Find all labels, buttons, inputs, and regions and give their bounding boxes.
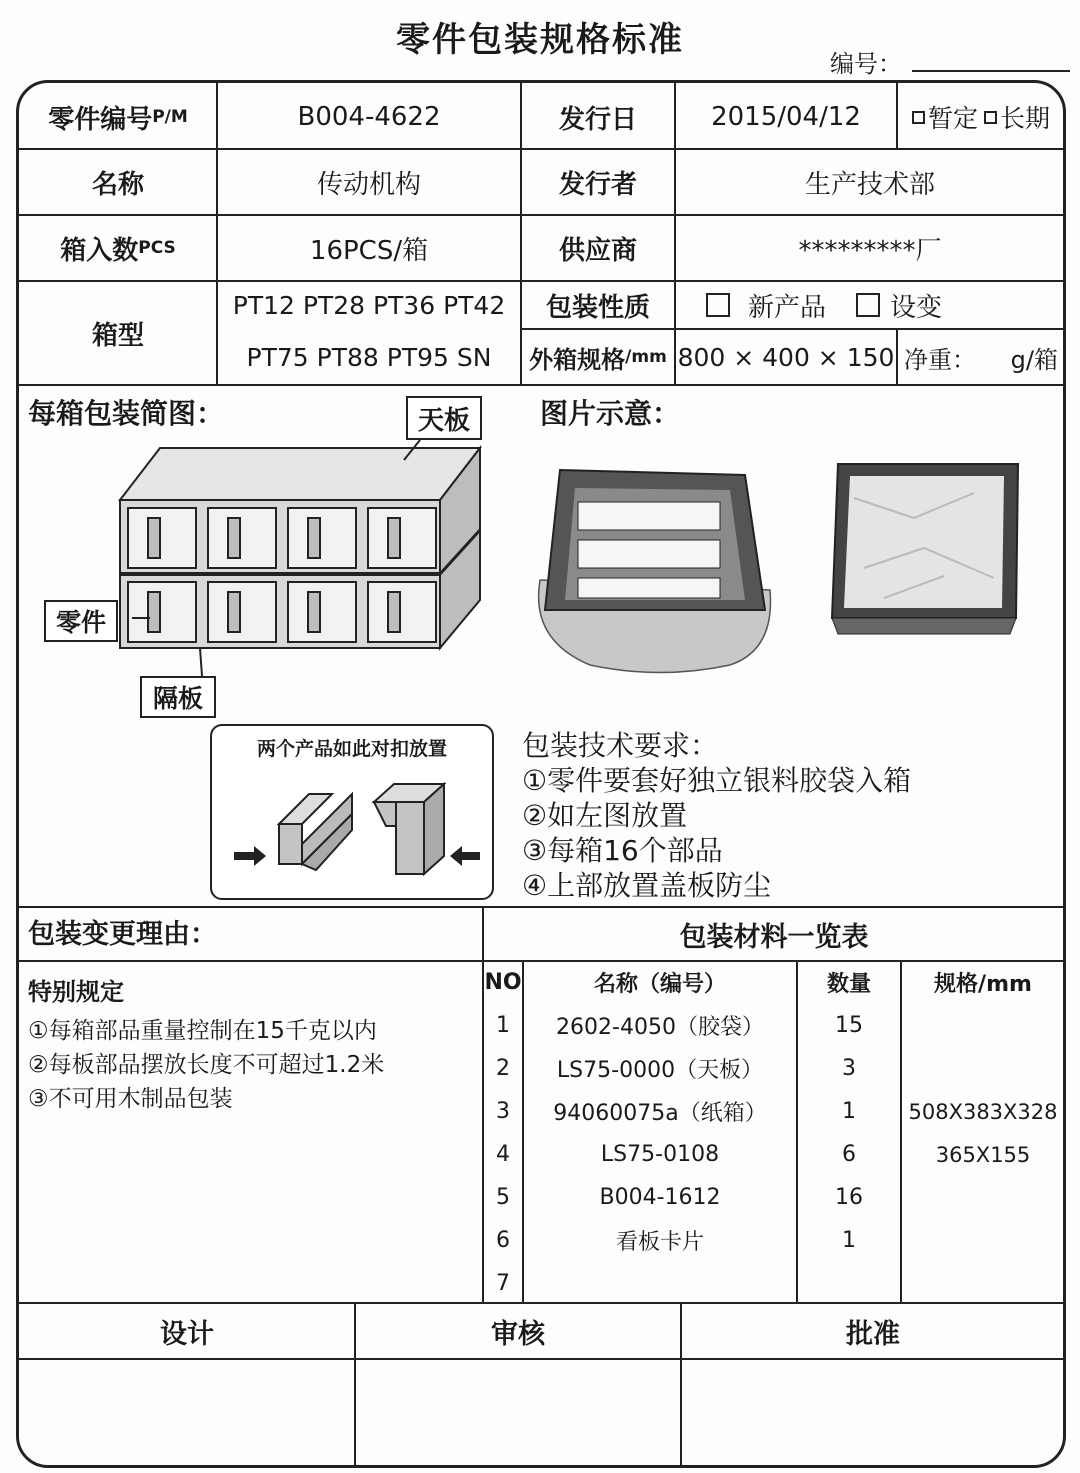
special-rules [28, 1014, 384, 1116]
special-rule-item: ①每箱部品重量控制在15千克以内 [28, 1018, 377, 1044]
table-row [484, 1176, 1064, 1219]
doc-no-label: 编号： [830, 50, 902, 78]
requirement-item: ①零件要套好独立银料胶袋入箱 [522, 764, 912, 797]
row-spec: 508X383X328 [908, 1099, 1058, 1124]
row-name: LS75-0108 [600, 1142, 720, 1167]
row-qty: 1 [842, 1099, 856, 1124]
approve-label: 批准 [846, 1318, 900, 1350]
materials-header-qty: 数量 [826, 971, 871, 997]
issue-date-label: 发行日 [558, 104, 637, 135]
callout-top-board: 天板 [406, 396, 482, 440]
row-name: LS75-0000（天板） [556, 1058, 764, 1083]
materials-title: 包装材料一览表 [679, 921, 869, 953]
box-type-label: 箱型 [91, 320, 144, 351]
row-spec: 365X155 [935, 1142, 1031, 1167]
grid-line [18, 384, 1064, 386]
qty-label: 箱入数 PCS [60, 235, 176, 266]
part-no-value: B004-4622 [297, 102, 441, 132]
design-change-label: 设变 [890, 292, 943, 323]
table-row [484, 1219, 1064, 1262]
row-spec [902, 1176, 1064, 1219]
net-weight-label: 净重： [904, 345, 976, 374]
doc-no-field[interactable] [912, 70, 1070, 72]
row-no: 5 [496, 1185, 510, 1210]
outer-spec-label: 外箱规格 /mm [529, 345, 667, 374]
materials-table [484, 1004, 1064, 1305]
materials-header-spec: 规格/mm [934, 971, 1032, 997]
photo-title: 图片示意： [540, 397, 681, 430]
box-types-line1: PT12 PT28 PT36 PT42 [232, 290, 506, 320]
status-options [898, 86, 1064, 148]
row-qty: 6 [842, 1142, 856, 1167]
qty-value: 16PCS/箱 [309, 235, 429, 266]
row-no: 3 [496, 1099, 510, 1124]
row-no: 2 [496, 1056, 510, 1081]
row-spec [902, 1262, 1064, 1305]
net-weight [898, 330, 1064, 384]
pack-nature-label: 包装性质 [545, 292, 650, 323]
row-no: 1 [496, 1013, 510, 1038]
requirement-item: ③每箱16个部品 [522, 834, 723, 867]
issuer-label: 发行者 [558, 169, 637, 200]
requirements [522, 728, 911, 903]
design-label: 设计 [160, 1318, 214, 1350]
tray-photo-open [530, 460, 780, 680]
special-rule-item: ②每板部品摆放长度不可超过1.2米 [28, 1052, 385, 1078]
pack-nature-options [676, 282, 1064, 328]
special-rule-item: ③不可用木制品包装 [28, 1086, 233, 1112]
table-row [484, 1262, 1064, 1305]
row-spec [902, 1219, 1064, 1262]
special-rules-title: 特别规定 [28, 978, 124, 1006]
requirement-item: ④上部放置盖板防尘 [522, 869, 772, 902]
supplier-label: 供应商 [558, 235, 637, 266]
materials-header-name: 名称（编号） [593, 971, 726, 997]
diagram-title: 每箱包装简图： [28, 397, 225, 430]
materials-header-no: NO [484, 969, 522, 995]
row-no: 4 [496, 1142, 510, 1167]
row-qty: 15 [835, 1013, 863, 1038]
row-spec [902, 1004, 1064, 1047]
design-signature-field[interactable] [20, 1360, 354, 1460]
requirement-item: ②如左图放置 [522, 799, 688, 832]
row-name [524, 1262, 796, 1305]
row-qty [798, 1262, 900, 1305]
table-row [484, 1133, 1064, 1176]
placement-inset-title: 两个产品如此对扣放置 [256, 738, 447, 760]
approve-signature-field[interactable] [682, 1360, 1052, 1460]
row-qty: 1 [842, 1228, 856, 1253]
review-signature-field[interactable] [356, 1360, 680, 1460]
long-term-checkbox[interactable] [984, 111, 997, 124]
outer-spec-value: 800 × 400 × 150 [677, 342, 895, 372]
issuer-value: 生产技术部 [804, 169, 935, 200]
table-row [484, 1004, 1064, 1047]
design-change-checkbox[interactable] [856, 293, 880, 317]
tray-photo-covered [824, 458, 1024, 643]
placement-diagram [224, 764, 480, 890]
row-qty: 3 [842, 1056, 856, 1081]
row-name: 94060075a（纸箱） [553, 1101, 767, 1126]
box-types-line2: PT75 PT88 PT95 SN [246, 342, 492, 372]
page-title: 零件包装规格标准 [396, 20, 684, 60]
change-reason-title: 包装变更理由： [28, 919, 217, 950]
requirements-title: 包装技术要求： [522, 729, 719, 762]
table-row [484, 1047, 1064, 1090]
net-weight-unit: g/箱 [1010, 345, 1058, 374]
new-product-checkbox[interactable] [706, 293, 730, 317]
long-term-label: 长期 [1000, 104, 1051, 133]
row-qty: 16 [835, 1185, 863, 1210]
row-spec [902, 1047, 1064, 1090]
row-name: B004-1612 [599, 1185, 721, 1210]
row-name: 2602-4050（胶袋） [556, 1015, 764, 1040]
row-no: 6 [496, 1228, 510, 1253]
callout-part: 零件 [44, 600, 118, 642]
supplier-value: *********厂 [798, 235, 942, 266]
new-product-label: 新产品 [748, 292, 827, 323]
name-label: 名称 [91, 169, 144, 200]
callout-divider: 隔板 [140, 676, 216, 718]
name-value: 传动机构 [316, 169, 421, 200]
issue-date-value: 2015/04/12 [711, 102, 861, 132]
part-no-label: 零件编号 P/M [48, 104, 188, 135]
table-row [484, 1090, 1064, 1133]
row-name: 看板卡片 [615, 1230, 704, 1255]
temporary-label: 暂定 [927, 104, 978, 133]
row-no: 7 [496, 1271, 510, 1296]
review-label: 审核 [491, 1318, 545, 1350]
temporary-checkbox[interactable] [912, 111, 925, 124]
